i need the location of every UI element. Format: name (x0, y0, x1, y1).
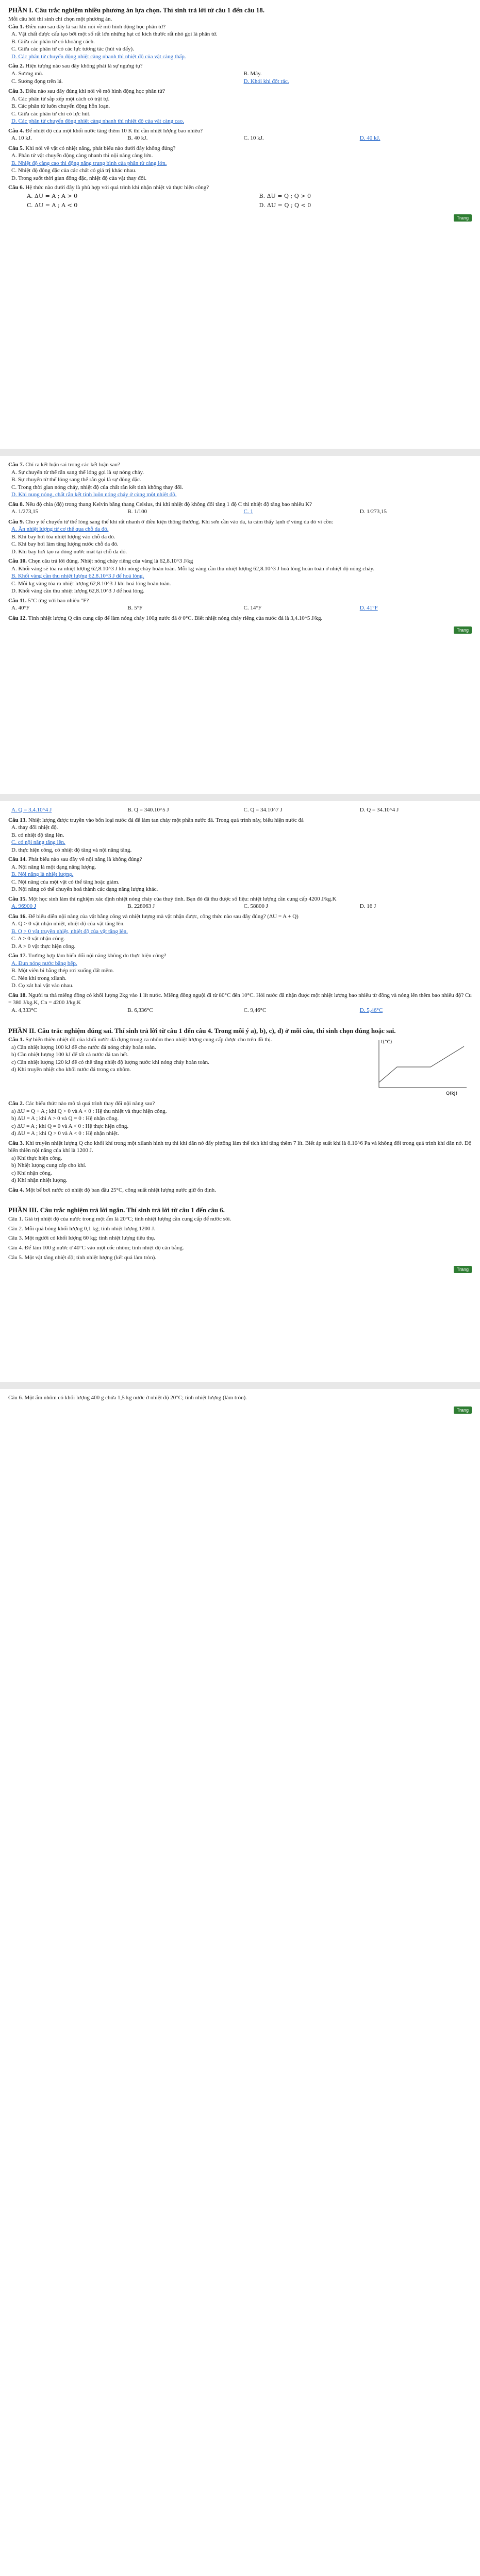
question-4 (8, 127, 472, 143)
question-11 (8, 597, 472, 613)
item-c: c) ΔU = A ; khi Q = 0 và A < 0 : Hệ thực hiện công. (11, 1123, 129, 1129)
item-a: a) Cần nhiệt lượng 100 kJ để cho nước đá nóng chảy hoàn toàn. (11, 1044, 156, 1050)
item-d: d) Khí nhận nhiệt lượng. (11, 1177, 68, 1184)
item-b: b) Nhiệt lượng cung cấp cho khí. (11, 1162, 87, 1169)
part3-question-3: Câu 3. Một người có khối lượng 60 kg; tính nhiệt lượng tiêu thụ. (8, 1235, 155, 1242)
question-text: Sự biến thiên nhiệt độ của khối nước đá đựng trong ca nhôm theo nhiệt lượng cung cấp được cho trên đồ thị. (25, 1037, 272, 1043)
question-label: Câu 3. (8, 88, 24, 95)
option-c: C. Giữa các phân tử chỉ có lực hút. (11, 110, 91, 117)
option-d: D. Khói khi đốt rác. (243, 78, 289, 84)
question-text: Hệ thức nào dưới đây là phù hợp với quá trình khí nhận nhiệt và thực hiện công? (25, 184, 209, 191)
option-a: A. Các phân tử sắp xếp một cách có trật tự. (11, 95, 110, 102)
question-label: Câu 3. (8, 1140, 24, 1146)
option-b: B. 1/100 (127, 509, 147, 515)
question-label: Câu 11. (8, 597, 27, 604)
item-b: b) Cần nhiệt lượng 100 kJ để tất cả nước đá tan hết. (11, 1052, 129, 1058)
question-label: Câu 14. (8, 856, 27, 863)
options-row (8, 806, 472, 814)
option-c: C. Trong thời gian nóng chảy, nhiệt độ của chất rắn kết tinh không thay đổi. (11, 484, 184, 490)
option-c: C. Giữa các phân tử có các lực tương tác (hút và đẩy). (11, 46, 134, 53)
page-badge: Trang (454, 1406, 472, 1414)
question-label: Câu 9. (8, 518, 24, 525)
item-c: c) Cần nhiệt lượng 120 kJ để có thể tăng nhiệt độ lượng nước khi nóng chảy hoàn toàn. (11, 1059, 209, 1065)
option-b: B. Q = 340.10^5 J (127, 807, 169, 814)
question-text: Chọn câu trả lời đúng. Nhiệt nóng chảy riêng của vàng là 62,8.10^3 J/kg (28, 558, 193, 565)
page-whitespace (8, 639, 472, 794)
graph-line (379, 1046, 464, 1082)
option-d: D. Q = 34.10^4 J (359, 807, 399, 814)
question-text: Điều nào sau đây đúng khi nói về mô hình động học phân tử? (25, 88, 165, 95)
question-16 (8, 913, 472, 951)
question-label: Câu 7. (8, 462, 24, 468)
option-a: A. Đun nóng nước bằng bếp. (11, 960, 77, 967)
temperature-heat-graph (369, 1036, 472, 1098)
question-label: Câu 2. (8, 1100, 24, 1107)
options-row (8, 78, 472, 86)
question-text: Cho y tế chuyển từ thể lỏng sang thể khí rất nhanh ở điều kiện thông thường. Khi sơn cần vào da, ta cảm thấy lạnh ở vùng da đó vì cồn: (25, 518, 334, 525)
option-a: A. thay đổi nhiệt độ. (11, 824, 58, 831)
option-b: B. ΔU = Q ; Q > 0 (259, 192, 311, 199)
question-18 (8, 992, 472, 1014)
page-footer (8, 1405, 472, 1414)
part1-intro: Mỗi câu hỏi thí sinh chỉ chọn một phương án. (8, 16, 112, 22)
question-label: Câu 1. (8, 23, 24, 30)
question-text: Nhiệt lượng được truyền vào bốn loại nước đá để làm tan chảy một phần nước đá. Trong quá trình này, biểu hiện nước đá (28, 817, 304, 823)
option-a: A. 40°F (11, 605, 29, 612)
option-a: A. Nội năng là một dạng năng lượng. (11, 863, 96, 870)
part2-question-2 (8, 1100, 472, 1138)
option-c: C. Nội năng của một vật có thể tăng hoặc giảm. (11, 878, 120, 885)
option-a: A. Khối vàng sẽ tỏa ra nhiệt lượng 62,8.10^3 J khi nóng chảy hoàn toàn. Mỗi kg vàng cần thu nhiệt lượng 62,8.10^3 J hoá lỏng hoàn toàn ở nhiệt độ nóng chảy. (11, 565, 375, 572)
x-axis-label: Q(kJ) (446, 1091, 457, 1097)
question-text: Một bể bơi nước có nhiệt độ ban đầu 25°C, công suất nhiệt lượng nước giữ ổn định. (25, 1187, 216, 1193)
option-b: B. Mây. (243, 70, 262, 77)
options-row (8, 201, 472, 210)
question-label: Câu 6. (8, 184, 24, 191)
question-6 (8, 184, 472, 210)
question-label: Câu 2. (8, 63, 24, 70)
option-b: B. Khi bay hơi tỏa nhiệt lượng vào chỗ da đó. (11, 533, 115, 540)
item-a: a) Khí thực hiện công. (11, 1155, 62, 1161)
option-a: A. Vật chất được cấu tạo bởi một số rất lớn những hạt có kích thước rất nhỏ gọi là phân tử. (11, 31, 218, 38)
page-separator (0, 1382, 480, 1389)
options-row (8, 134, 472, 142)
question-label: Câu 18. (8, 992, 27, 998)
part2-question-4 (8, 1187, 472, 1194)
question-text: Phát biểu nào sau đây về nội năng là không đúng? (28, 856, 142, 863)
option-b: B. 40 kJ. (127, 135, 148, 142)
option-c: C. Sương đọng trên lá. (11, 78, 63, 84)
question-label: Câu 16. (8, 913, 27, 920)
option-d: D. 1/273,15 (359, 509, 387, 515)
option-c: C. ΔU = A ; A < 0 (27, 201, 78, 209)
options-row (8, 192, 472, 201)
page-whitespace (8, 1279, 472, 1382)
option-b: B. Một viên bi bằng thép rơi xuống đất mềm. (11, 968, 114, 974)
option-b: B. Các phân tử luôn chuyển động hỗn loạn. (11, 103, 110, 110)
question-12 (8, 615, 472, 622)
option-a: A. Sương mù. (11, 70, 43, 77)
option-a: A. Ăn nhiệt lượng từ cơ thể qua chỗ da đó. (11, 526, 109, 533)
question-13 (8, 817, 472, 854)
option-d: D. Khi bay hơi tạo ra dòng nước mát tại chỗ da đó. (11, 548, 127, 555)
option-b: B. Nội năng là nhiệt lượng. (11, 871, 74, 878)
part3-title: PHẦN III. Câu trắc nghiệm trả lời ngắn. Thí sinh trả lời từ câu 1 đến câu 6. (8, 1206, 225, 1214)
option-d: D. Các phân tử chuyển động nhiệt càng nhanh thì nhiệt độ của vật càng thấp. (11, 53, 186, 60)
option-a: A. ΔU = A ; A > 0 (27, 192, 78, 199)
question-text: Khi truyền nhiệt lượng Q cho khối khí trong một xilanh hình trụ thì khí dãn nở đẩy pittông làm thể tích khí tăng thêm 7 lít. Biết áp suất khí là 8.10^6 Pa và không đổi trong quá trình khí dãn nở. Độ biến thiên nội năng của khí là 1200 J. (8, 1140, 472, 1154)
option-d: D. 41°F (359, 605, 378, 612)
option-c: C. Nhiệt độ đông đặc của các chất có giá trị khác nhau. (11, 167, 137, 174)
part1-title: PHẦN I. Câu trắc nghiệm nhiều phương án lựa chọn. Thí sinh trả lời từ câu 1 đến câu 18. (8, 6, 264, 14)
item-d: d) ΔU = A ; khi Q > 0 và A < 0 : Hệ nhận nhiệt. (11, 1130, 119, 1137)
question-5 (8, 145, 472, 182)
option-c: C. 14°F (243, 605, 261, 612)
item-b: b) ΔU = A ; khi A > 0 và Q = 0 : Hệ nhận công. (11, 1115, 119, 1122)
option-a: A. Q > 0 vật nhận nhiệt, nhiệt độ của vật tăng lên. (11, 921, 125, 927)
part3-question-4: Câu 4. Để làm 100 g nước ở 40°C vào một cốc nhôm; tính nhiệt độ cân bằng. (8, 1244, 184, 1251)
question-text: Để biểu diễn nội năng của vật bằng công và nhiệt lượng mà vật nhận được, công thức nào sau đây đúng? (ΔU = A + Q) (28, 913, 299, 920)
page-badge: Trang (454, 1266, 472, 1273)
part2-title: PHẦN II. Câu trắc nghiệm đúng sai. Thí sinh trả lời từ câu 1 đến câu 4. Trong mỗi ý a), b), c), d) ở mỗi câu, thí sinh chọn đúng hoặc sai. (8, 1027, 396, 1035)
option-d: D. Trong suốt thời gian đông đặc, nhiệt độ của vật thay đổi. (11, 175, 147, 181)
item-a: a) ΔU = Q + A ; khi Q > 0 và A < 0 : Hệ thu nhiệt và thực hiện công. (11, 1108, 167, 1114)
question-12-options (8, 806, 472, 814)
question-text: Nếu độ chia (độ) trong thang Kelvin bằng thang Celsius, thì khi nhiệt độ không đổi tăng 1 độ C thì nhiệt độ tăng bao nhiêu K? (25, 501, 312, 507)
question-label: Câu 10. (8, 558, 27, 565)
question-text: 5°C ứng với bao nhiêu °F? (28, 597, 89, 604)
option-d: D. Khi nung nóng, chất rắn kết tinh luôn nóng chảy ở cùng một nhiệt độ. (11, 492, 177, 498)
page-badge: Trang (454, 626, 472, 634)
question-10 (8, 557, 472, 595)
option-b: B. Q > 0 vật truyền nhiệt, nhiệt độ của vật tăng lên. (11, 928, 128, 935)
page-separator (0, 794, 480, 801)
page-footer (8, 1264, 472, 1274)
question-text: Khi nói về vật có nhiệt năng, phát biểu nào dưới đây không đúng? (25, 145, 176, 151)
option-d: D. Các phân tử chuyển động nhiệt càng nhanh thì nhiệt độ của vật càng cao. (11, 118, 184, 125)
question-text: Để nhiệt độ của một khối nước tăng thêm 10 K thì cần nhiệt lượng bao nhiêu? (25, 127, 203, 134)
question-14 (8, 856, 472, 893)
question-label: Câu 4. (8, 1187, 24, 1193)
question-1 (8, 23, 472, 61)
page-whitespace (8, 227, 472, 449)
option-b: B. có nhiệt độ tăng lên. (11, 832, 64, 838)
question-text: Người ta thả miếng đồng có khối lượng 2kg vào 1 lít nước. Miếng đồng nguội đi từ 80°C đến 10°C. Hỏi nước đã nhận được một nhiệt lượng bao nhiêu từ đồng và nóng lên thêm bao nhiêu độ? Cu = 380 J/kg.K, Cn = 4200 J/kg.K (8, 992, 472, 1006)
option-b: B. Nhiệt độ càng cao thì động năng trung bình của phân tử càng lớn. (11, 160, 167, 166)
question-label: Câu 12. (8, 615, 27, 621)
question-7 (8, 461, 472, 499)
option-b: B. 228063 J (127, 903, 155, 910)
option-c: C. Mỗi kg vàng tỏa ra nhiệt lượng 62,8.10^3 J khi hoá lỏng hoàn toàn. (11, 580, 171, 587)
part3-question-1: Câu 1. Giá trị nhiệt độ của nước trong một ấm là 20°C; tính nhiệt lượng cần cung cấp để nước sôi. (8, 1216, 231, 1223)
item-d: d) Khi truyền nhiệt cho khối nước đá trong ca nhôm. (11, 1066, 131, 1073)
option-c: C. 10 kJ. (243, 135, 264, 142)
option-a: A. Sự chuyển từ thể rắn sang thể lỏng gọi là sự nóng chảy. (11, 469, 144, 476)
option-b: B. Sự chuyển từ thể lỏng sang thể rắn gọi là sự đông đặc. (11, 477, 141, 483)
y-axis-label: t(°C) (381, 1040, 392, 1045)
question-label: Câu 5. (8, 145, 24, 151)
option-b: B. Giữa các phân tử có khoảng cách. (11, 38, 95, 45)
option-d: D. 16 J (359, 903, 376, 910)
question-17 (8, 952, 472, 990)
option-a: A. 4,333°C (11, 1007, 37, 1013)
page-badge: Trang (454, 214, 472, 222)
question-label: Câu 8. (8, 501, 24, 507)
part3-question-2: Câu 2. Mỗi quả bóng khối lượng 0,1 kg; tính nhiệt lượng 1200 J. (8, 1225, 156, 1232)
question-text: Trường hợp làm biến đổi nội năng không do thực hiện công? (28, 953, 167, 959)
options-row (8, 903, 472, 910)
part2-question-1 (8, 1036, 472, 1098)
option-d: D. ΔU = Q ; Q < 0 (259, 201, 311, 209)
part2-question-3 (8, 1140, 472, 1184)
item-c: c) Khí nhận công. (11, 1170, 52, 1176)
question-text: Một học sinh làm thí nghiệm xác định nhiệt nóng chảy của thuỷ tinh. Bạn đó đã thu được số liệu: nhiệt lượng cần cung cấp 4200 J/kg.K (28, 895, 337, 902)
question-text: Tính nhiệt lượng Q cần cung cấp để làm nóng chảy 100g nước đá ở 0°C. Biết nhiệt nóng chảy riêng của nước đá là 3,4.10^5 J/kg. (28, 615, 323, 621)
options-row (8, 508, 472, 516)
option-a: A. 96900 J (11, 903, 36, 910)
question-3 (8, 88, 472, 125)
question-label: Câu 15. (8, 895, 27, 902)
option-d: D. Nội năng có thể chuyển hoá thành các dạng năng lượng khác. (11, 886, 158, 893)
question-15 (8, 895, 472, 911)
page-footer (8, 625, 472, 634)
option-c: C. A > 0 vật nhận công. (11, 936, 65, 942)
question-text: Hiện tượng nào sau đây không phải là sự ngưng tụ? (25, 63, 143, 70)
question-text: Các biểu thức nào mô tả quá trình thay đổi nội năng sau? (25, 1100, 155, 1107)
page-footer (8, 213, 472, 222)
question-label: Câu 13. (8, 817, 27, 823)
option-b: B. Khối vàng cần thu nhiệt lượng 62,8.10^3 J để hoá lỏng. (11, 573, 144, 580)
option-c: C. có nội năng tăng lên. (11, 839, 65, 846)
option-b: B. 5°F (127, 605, 143, 612)
option-c: C. 1 (243, 509, 253, 515)
option-c: C. Khi bay hơi làm tăng lượng nước chỗ da đó. (11, 541, 119, 548)
options-row (8, 604, 472, 612)
option-a: A. 1/273,15 (11, 509, 39, 515)
option-d: D. A > 0 vật thực hiện công. (11, 943, 76, 950)
option-c: C. 58800 J (243, 903, 268, 910)
option-a: A. Phân tử vật chuyển động càng nhanh thì nội năng càng lớn. (11, 152, 153, 159)
part3-question-6: Câu 6. Một ấm nhôm có khối lượng 400 g chứa 1,5 kg nước ở nhiệt độ 20°C; tính nhiệt lượng (làm tròn). (8, 1395, 247, 1401)
option-d: D. thực hiện công, có nhiệt độ tăng và nội năng tăng. (11, 846, 132, 853)
question-label: Câu 4. (8, 127, 24, 134)
question-label: Câu 1. (8, 1037, 24, 1043)
option-d: D. 40 kJ. (359, 135, 380, 142)
question-8 (8, 501, 472, 516)
option-b: B. 6,336°C (127, 1007, 153, 1013)
part3-question-5: Câu 5. Một vật tăng nhiệt độ; tính nhiệt lượng (kết quả làm tròn). (8, 1254, 157, 1261)
question-text: Điều nào sau đây là sai khi nói về mô hình động học phân tử? (25, 23, 166, 30)
options-row (8, 1007, 472, 1014)
option-d: D. Khối vàng cần thu nhiệt lượng 62,8.10^3 J để hoá lỏng. (11, 588, 144, 595)
question-label: Câu 17. (8, 953, 27, 959)
option-c: C. Q = 34.10^7 J (243, 807, 283, 814)
option-c: C. Nén khí trong xilanh. (11, 975, 67, 981)
question-2 (8, 62, 472, 86)
page-separator (0, 449, 480, 456)
option-a: A. 10 kJ. (11, 135, 32, 142)
question-9 (8, 518, 472, 556)
option-d: D. Cọ xát hai vật vào nhau. (11, 982, 74, 989)
question-text: Chỉ ra kết luận sai trong các kết luận sau? (25, 462, 120, 468)
option-d: D. 5,46°C (359, 1007, 383, 1013)
options-row (8, 70, 472, 78)
option-c: C. 9,46°C (243, 1007, 267, 1013)
option-a: A. Q = 3,4.10^4 J (11, 807, 52, 814)
